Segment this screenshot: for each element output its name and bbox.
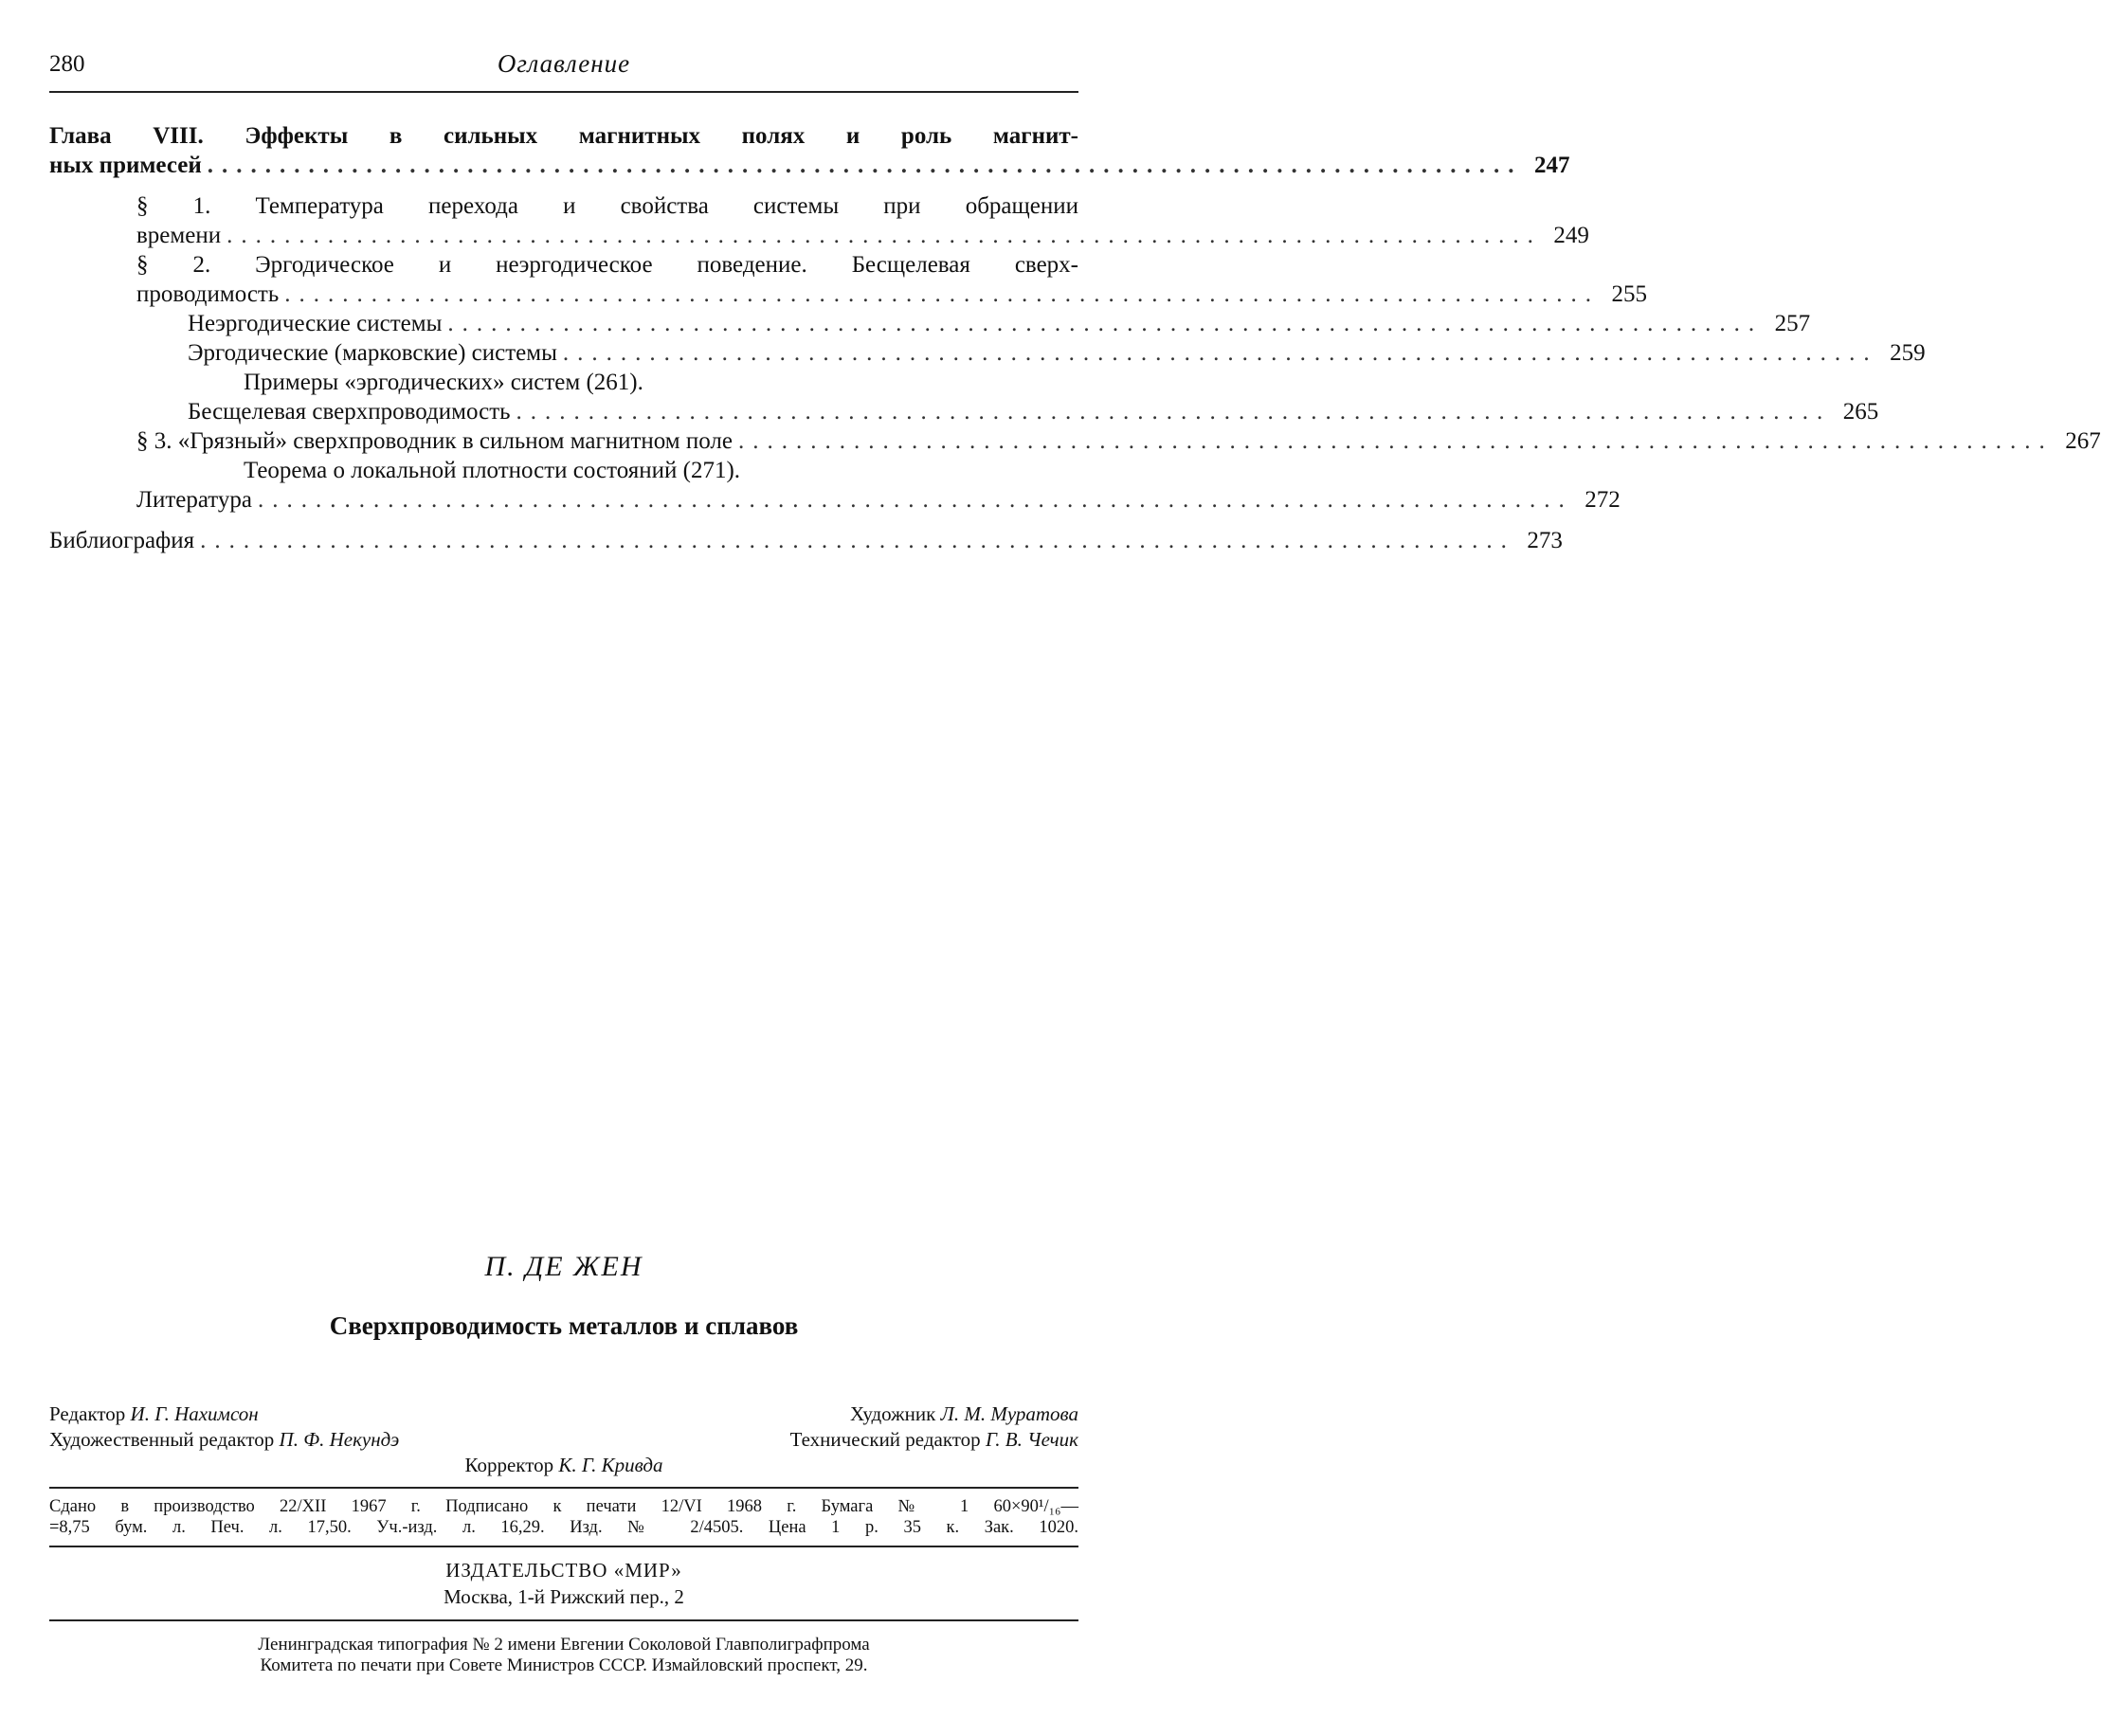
dot-leader: ........................................................................................... xyxy=(447,311,1764,336)
printer-info xyxy=(49,1635,1078,1676)
publication-data-line1: Сдано в производство 22/XII 1967 г. Подписано к печати 12/VI 1968 г. Бумага № 1 60×90¹/₁₆— xyxy=(49,1497,1078,1516)
toc-section-1-line1: § 1. Температура перехода и свойства системы при обращении xyxy=(136,193,1078,219)
toc-subsection-ergodic-note: Примеры «эргодических» систем (261). xyxy=(244,370,643,395)
printer-line2: Комитета по печати при Совете Министров СССР. Измайловский проспект, 29. xyxy=(260,1655,868,1675)
dot-leader: ........................................................................................... xyxy=(207,153,1523,178)
toc-section-2 xyxy=(49,250,1648,309)
credit-art-editor-label: Художественный редактор xyxy=(49,1428,275,1451)
credit-corrector xyxy=(49,1453,1078,1478)
toc-section-1 xyxy=(49,191,1589,250)
toc-subsection-ergodic-title: Эргодические (марковские) системы xyxy=(188,340,557,366)
table-of-contents xyxy=(49,121,2101,555)
toc-subsection-nonergodic-title: Неэргодические системы xyxy=(188,311,443,336)
credit-editor-label: Редактор xyxy=(49,1402,126,1425)
dot-leader: ........................................................................................... xyxy=(226,223,1542,248)
divider xyxy=(49,1546,1078,1547)
toc-section-2-line2: проводимость xyxy=(136,281,280,307)
toc-chapter-line2: ных примесей xyxy=(49,153,202,178)
credit-art-editor-name: П. Ф. Некундэ xyxy=(279,1428,400,1451)
toc-literature-page: 272 xyxy=(1585,487,1621,513)
toc-section-1-page: 249 xyxy=(1553,223,1589,248)
credit-artist-label: Художник xyxy=(850,1402,936,1425)
toc-section-2-line1: § 2. Эргодическое и неэргодическое поведение. Бесщелевая сверх- xyxy=(136,252,1078,278)
toc-chapter xyxy=(49,121,1570,180)
toc-bibliography xyxy=(49,526,1563,555)
toc-section-1-line2: времени xyxy=(136,223,222,248)
divider xyxy=(49,1619,1078,1621)
printer-line1: Ленинградская типография № 2 имени Евгении Соколовой Главполиграфпрома xyxy=(258,1635,870,1655)
toc-subsection-gapless xyxy=(49,397,1879,426)
dot-leader: ........................................................................................... xyxy=(200,528,1515,553)
book-title: Сверхпроводимость металлов и сплавов xyxy=(329,1311,799,1340)
toc-literature xyxy=(49,485,1621,515)
toc-section-3-note: Теорема о локальной плотности состояний (271). xyxy=(244,458,741,483)
credit-artist-name: Л. М. Муратова xyxy=(940,1402,1078,1425)
publisher-address: Москва, 1-й Рижский пер., 2 xyxy=(444,1585,684,1608)
toc-chapter-line1: Глава VIII. Эффекты в сильных магнитных полях и роль магнит- xyxy=(49,123,1078,149)
toc-section-3 xyxy=(49,426,2101,456)
toc-subsection-gapless-page: 265 xyxy=(1842,399,1879,425)
publication-data xyxy=(49,1492,1078,1542)
publisher-name: ИЗДАТЕЛЬСТВО «МИР» xyxy=(445,1559,682,1582)
credit-tech-editor xyxy=(790,1427,1078,1453)
dot-leader: ........................................................................................... xyxy=(284,281,1601,307)
credit-tech-editor-name: Г. В. Чечик xyxy=(985,1428,1078,1451)
credits xyxy=(49,1401,1078,1483)
toc-section-2-page: 255 xyxy=(1611,281,1648,307)
divider xyxy=(49,1487,1078,1489)
publisher xyxy=(49,1551,1078,1616)
running-head: Оглавление xyxy=(497,49,631,78)
toc-chapter-page: 247 xyxy=(1533,153,1570,178)
dot-leader: ........................................................................................... xyxy=(562,340,1878,366)
toc-subsection-ergodic xyxy=(49,338,1926,368)
toc-subsection-ergodic-page: 259 xyxy=(1890,340,1926,366)
publication-data-line2: =8,75 бум. л. Печ. л. 17,50. Уч.-изд. л. 16,29. Изд. № 2/4505. Цена 1 р. 35 к. Зак. 1020. xyxy=(49,1518,1078,1537)
page-header xyxy=(49,44,1078,93)
credit-artist xyxy=(850,1401,1078,1427)
credit-editor xyxy=(49,1401,259,1427)
credit-corrector-label: Корректор xyxy=(464,1454,554,1476)
toc-bibliography-title: Библиография xyxy=(49,528,195,553)
dot-leader: ........................................................................................... xyxy=(258,487,1573,513)
toc-subsection-nonergodic xyxy=(49,309,1811,338)
toc-section-3-title: § 3. «Грязный» сверхпроводник в сильном магнитном поле xyxy=(136,428,733,454)
page-number: 280 xyxy=(49,51,85,77)
imprint-block xyxy=(49,1251,1078,1676)
toc-section-3-page: 267 xyxy=(2065,428,2101,454)
toc-subsection-gapless-title: Бесщелевая сверхпроводимость xyxy=(188,399,511,425)
credit-editor-name: И. Г. Нахимсон xyxy=(130,1402,259,1425)
dot-leader: ........................................................................................... xyxy=(516,399,1832,425)
toc-bibliography-page: 273 xyxy=(1527,528,1563,553)
dot-leader: ........................................................................................... xyxy=(737,428,2054,454)
toc-subsection-nonergodic-page: 257 xyxy=(1774,311,1811,336)
credit-tech-editor-label: Технический редактор xyxy=(789,1428,981,1451)
credit-art-editor xyxy=(49,1427,399,1453)
book-author: П. ДЕ ЖЕН xyxy=(484,1251,643,1282)
credit-corrector-name: К. Г. Кривда xyxy=(558,1454,663,1476)
toc-literature-title: Литература xyxy=(136,487,252,513)
